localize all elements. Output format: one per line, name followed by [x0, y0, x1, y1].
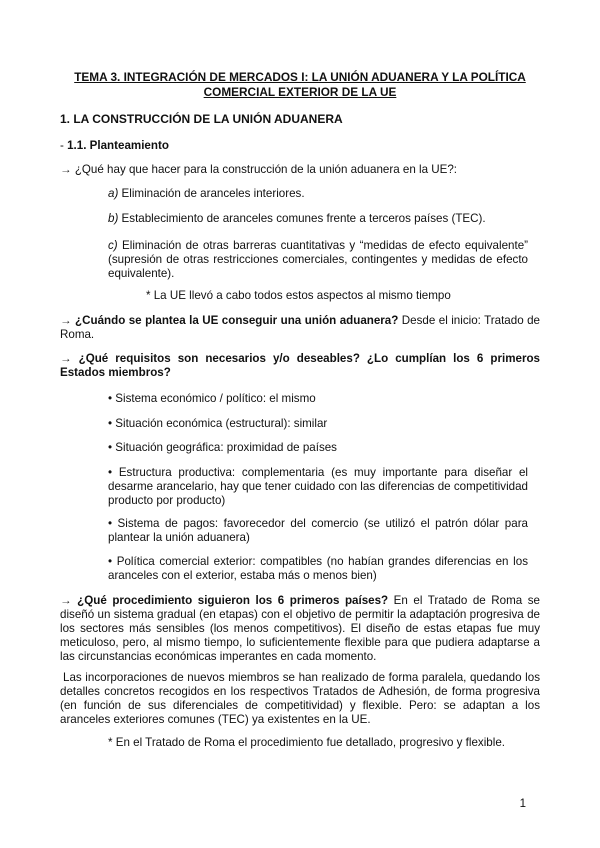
- list-item: [108, 239, 528, 281]
- question-2: [60, 314, 540, 342]
- list-item: [108, 187, 528, 201]
- list-item: • Política comercial exterior: compatibles (no habían grandes diferencias en los aranceles con el exterior, estaba más o menos bien): [108, 555, 528, 582]
- question-3: [60, 352, 540, 380]
- note-1: * La UE llevó a cabo todos estos aspectos al mismo tiempo: [146, 289, 451, 302]
- title-line-2: COMERCIAL EXTERIOR DE LA UE: [203, 84, 397, 99]
- list-item: • Sistema de pagos: favorecedor del comercio (se utilizó el patrón dólar para plantear la unión aduanera): [108, 517, 528, 544]
- section-heading: 1. LA CONSTRUCCIÓN DE LA UNIÓN ADUANERA: [60, 112, 343, 126]
- question-4: [60, 594, 540, 664]
- list-item: [108, 212, 528, 226]
- arrow-icon: →: [60, 352, 72, 365]
- list-item: • Estructura productiva: complementaria (es muy importante para diseñar el desarme arancelario, hay que tener cuidado con las diferencias de competitividad producto por producto): [108, 466, 528, 507]
- question-2-answer: Desde el inicio: Tratado de Roma.: [60, 314, 540, 341]
- list-item-text: Eliminación de otras barreras cuantitativas y “medidas de efecto equivalente” (supresión de otras restricciones comerciales, contingentes y medidas de efecto equivalente).: [108, 239, 528, 280]
- paragraph-incorporaciones: Las incorporaciones de nuevos miembros se han realizado de forma paralela, quedando los detalles concretos recogidos en los respectivos Tratados de Adhesión, de forma progresiva (en función de sus diferenciales de competitividad) y flexible. Pero: se adaptan a los aranceles exteriores comunes (TEC) ya existentes en la UE.: [60, 671, 540, 726]
- question-1: [60, 163, 540, 177]
- subsection-dash: -: [60, 139, 68, 152]
- note-2: * En el Tratado de Roma el procedimiento fue detallado, progresivo y flexible.: [108, 736, 505, 749]
- question-1-text: ¿Qué hay que hacer para la construcción de la unión aduanera en la UE?:: [74, 163, 458, 176]
- arrow-icon: →: [60, 314, 72, 327]
- page-title: [60, 70, 540, 99]
- list-item-letter: b): [108, 212, 119, 225]
- arrow-icon: →: [60, 163, 72, 176]
- arrow-icon: →: [60, 594, 72, 607]
- subsection-heading: [60, 139, 540, 153]
- list-item-text: Establecimiento de aranceles comunes frente a terceros países (TEC).: [118, 212, 486, 225]
- list-item-text: Eliminación de aranceles interiores.: [118, 187, 305, 200]
- list-item-letter: c): [108, 239, 118, 252]
- list-item-letter: a): [108, 187, 119, 200]
- title-line-1: TEMA 3. INTEGRACIÓN DE MERCADOS I: LA UNIÓN ADUANERA Y LA POLÍTICA: [74, 70, 526, 84]
- list-item: • Sistema económico / político: el mismo: [108, 392, 316, 405]
- question-4-text: ¿Qué procedimiento siguieron los 6 primeros países?: [77, 594, 389, 607]
- subsection-label: 1.1. Planteamiento: [67, 139, 169, 152]
- question-2-text: ¿Cuándo se plantea la UE conseguir una unión aduanera?: [75, 314, 399, 327]
- list-item: • Situación económica (estructural): similar: [108, 417, 328, 430]
- question-3-text: ¿Qué requisitos son necesarios y/o deseables? ¿Lo cumplían los 6 primeros Estados miembros?: [60, 352, 540, 379]
- page-number: 1: [519, 798, 526, 810]
- list-item: • Situación geográfica: proximidad de países: [108, 441, 337, 454]
- question-4-answer: En el Tratado de Roma se diseñó un sistema gradual (en etapas) con el objetivo de permitir la adaptación progresiva de los sectores más sensibles (los menos competitivos). El diseño de estas etapas fue muy meticuloso, pero, al mismo tiempo, lo suficientemente flexible para que pudiera adaptarse a las circunstancias económicas imperantes en cada momento.: [60, 594, 540, 663]
